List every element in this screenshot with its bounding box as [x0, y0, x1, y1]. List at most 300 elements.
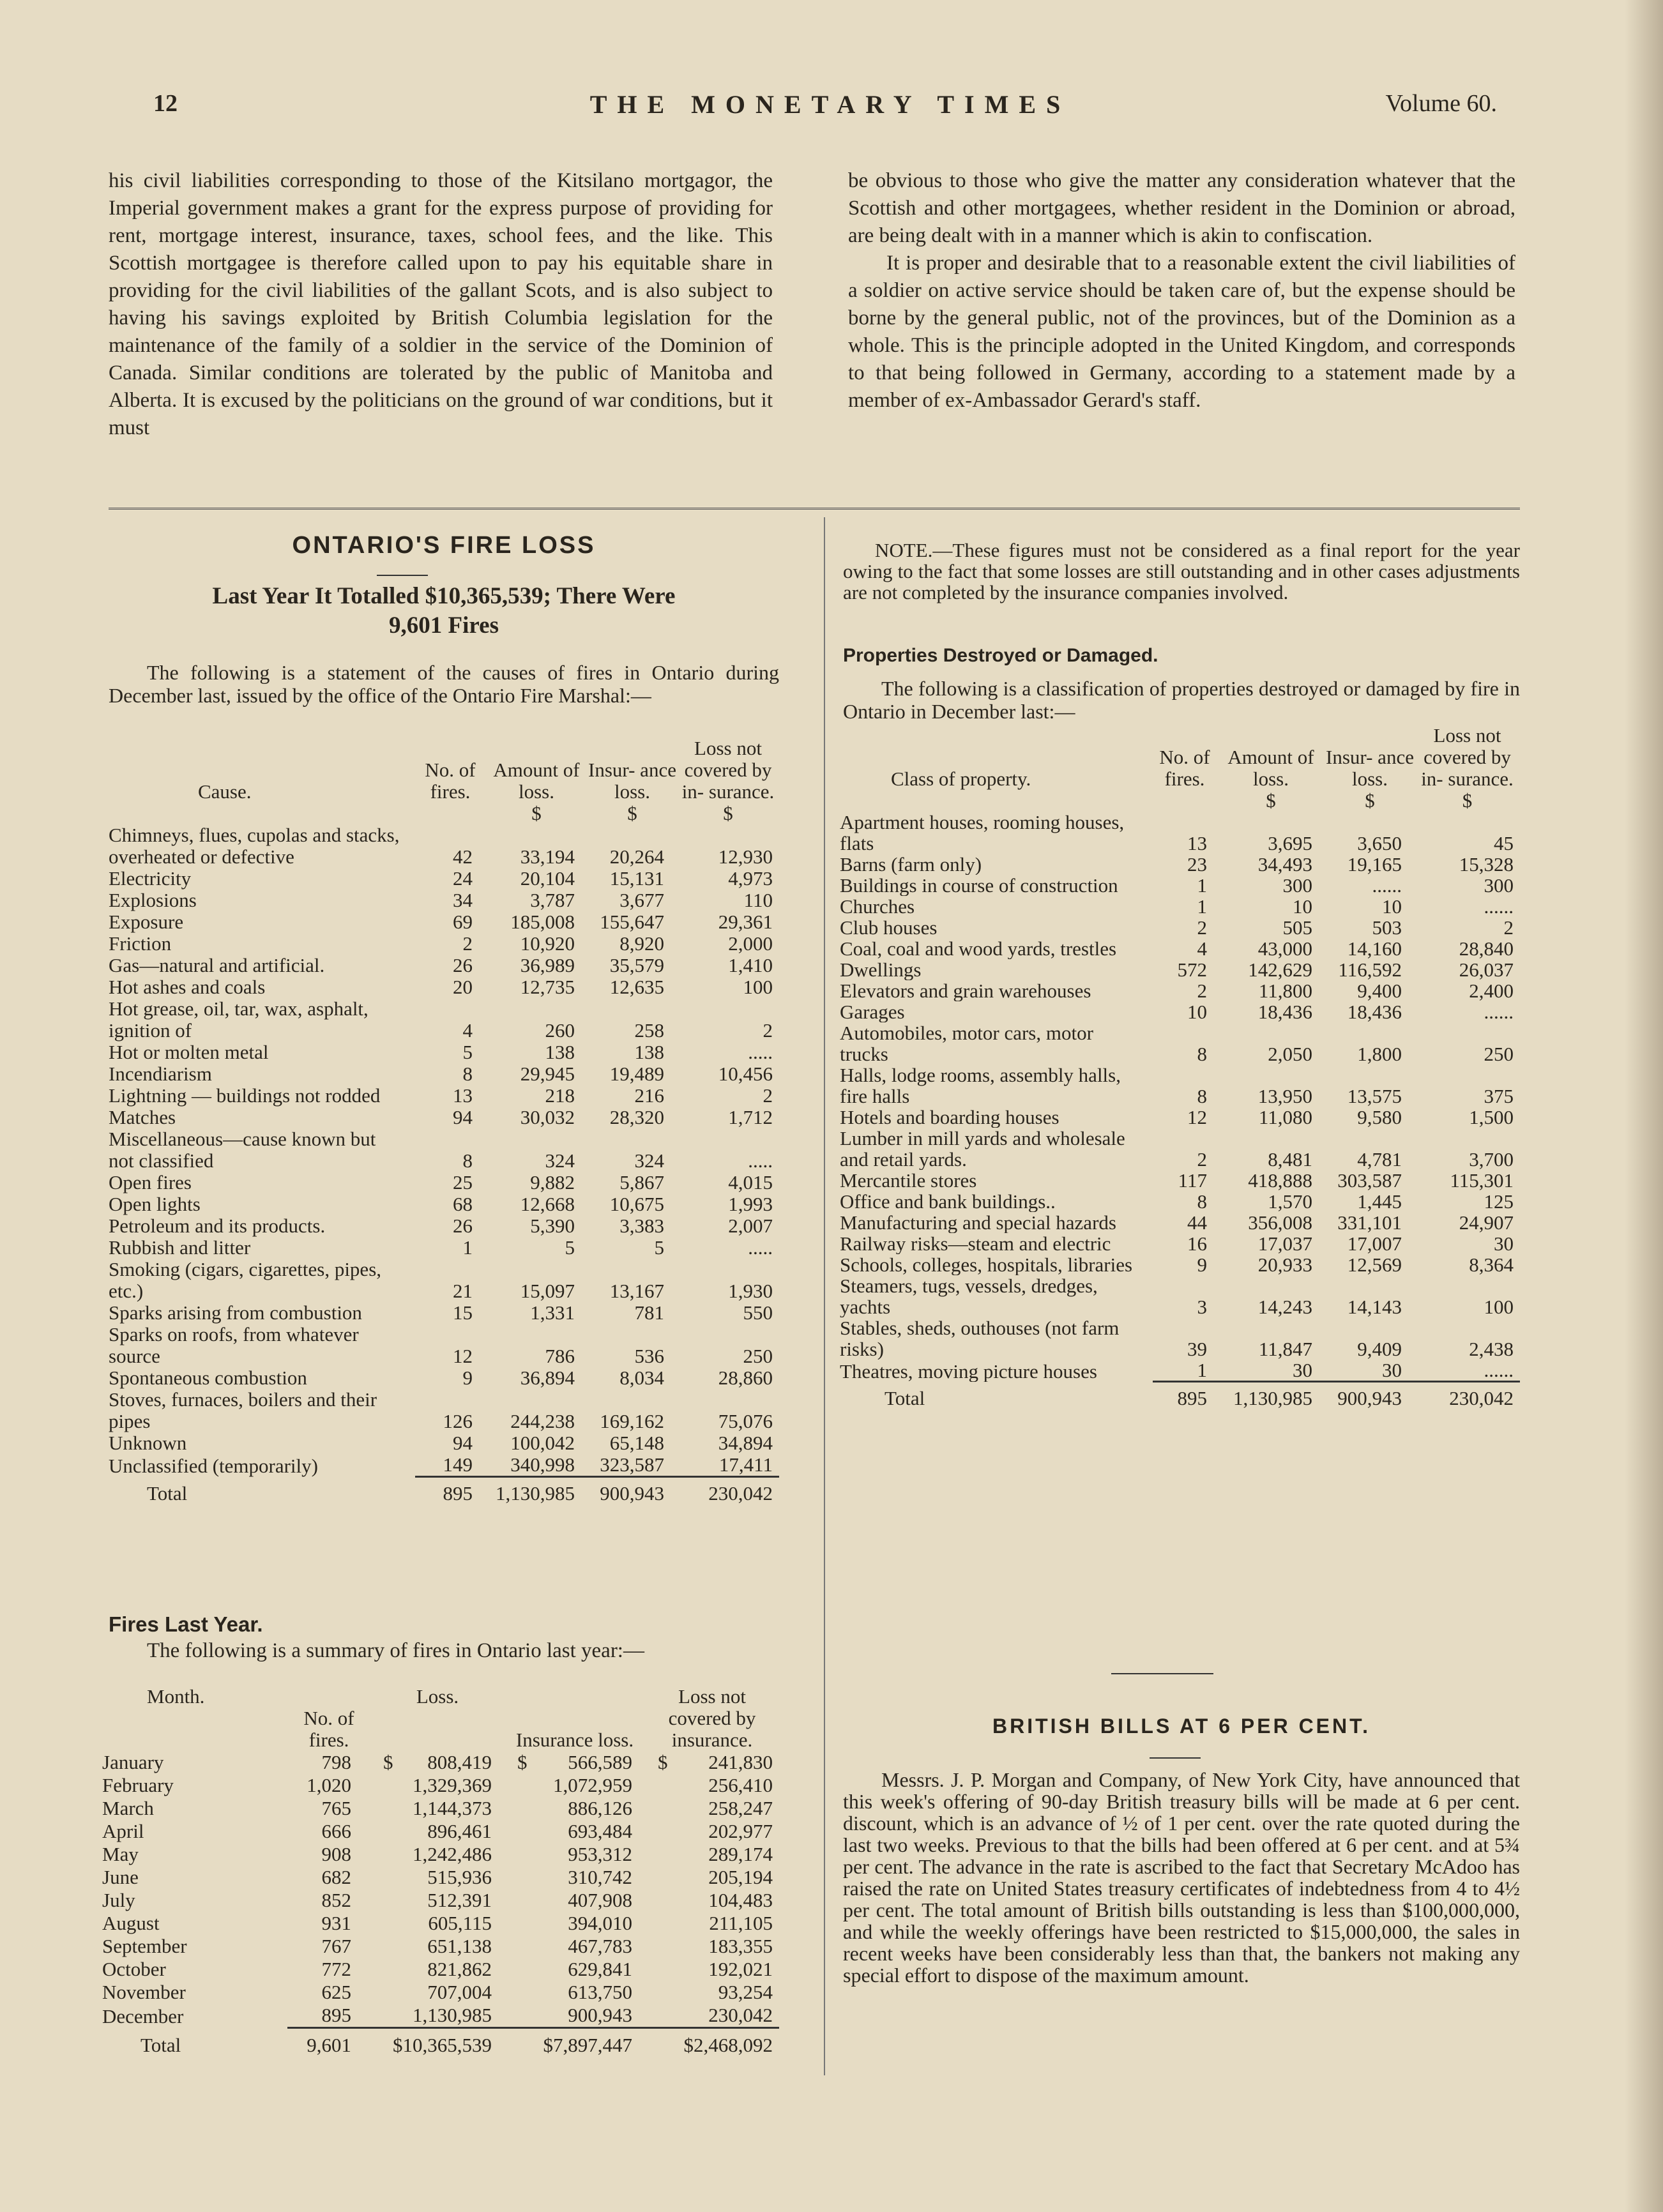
- value-text: 896,461: [427, 1820, 492, 1842]
- insurance-cell: 258: [634, 1019, 664, 1042]
- table-row: [102, 1843, 779, 1866]
- insurance-cell: 12,635: [609, 976, 664, 998]
- table-row: [109, 1389, 779, 1432]
- table-row: [840, 980, 1520, 1001]
- note-paragraph: NOTE.—These figures must not be considered as a final report for the year owing to the fact that some losses are still outstanding and in other cases adjustments are not completed by the insurance companies involved.: [843, 539, 1520, 603]
- insurance-cell: 781: [634, 1301, 664, 1324]
- table-row: [840, 1360, 1520, 1382]
- properties-table-body: [840, 812, 1520, 1409]
- cause-label: Hot or molten metal: [109, 1042, 269, 1063]
- value-text: 512,391: [427, 1889, 492, 1911]
- total-ins-cell: $7,897,447: [505, 2028, 645, 2057]
- fires-count-cell: 1: [1197, 874, 1207, 897]
- amount-cell: 138: [545, 1041, 575, 1063]
- table-row: [102, 2004, 779, 2028]
- insurance-cell: [505, 1935, 645, 1958]
- col-header-insurance: Insur- ance loss.: [588, 759, 676, 803]
- property-class-label: Railway risks—steam and electric: [840, 1233, 1111, 1254]
- amount-cell: 29,945: [520, 1063, 575, 1085]
- table-row: [102, 1912, 779, 1935]
- table-row: [102, 1935, 779, 1958]
- insurance-cell: 13,167: [609, 1280, 664, 1302]
- total-row: [840, 1382, 1520, 1409]
- property-class-label: Halls, lodge rooms, assembly halls, fire halls: [840, 1064, 1121, 1107]
- property-class-label: Office and bank buildings..: [840, 1191, 1056, 1212]
- causes-table: [109, 738, 779, 1504]
- amount-cell: 300: [1282, 874, 1312, 897]
- total-amount-cell: 1,130,985: [485, 1477, 588, 1505]
- insurance-cell: 503: [1372, 916, 1402, 939]
- col-header-no: No. of fires.: [303, 1707, 354, 1751]
- table-row: [840, 1191, 1520, 1212]
- insurance-cell: [505, 1774, 645, 1797]
- loss-cell: [370, 1958, 505, 1981]
- fires-count-cell: 666: [321, 1820, 351, 1842]
- dollar-sign: $: [1266, 789, 1276, 812]
- dollar-sign: $: [531, 802, 542, 824]
- value-text: 808,419: [427, 1751, 492, 1773]
- dollar-sign: $: [658, 1751, 668, 1773]
- table-row: [102, 1820, 779, 1843]
- amount-cell: 8,481: [1268, 1148, 1312, 1170]
- value-text: 1,144,373: [413, 1797, 492, 1819]
- not-covered-cell: [645, 1774, 779, 1797]
- insurance-cell: 14,160: [1347, 937, 1402, 960]
- total-nc-cell: $2,468,092: [645, 2028, 779, 2057]
- fires-count-cell: 625: [321, 1981, 351, 2003]
- amount-cell: 244,238: [510, 1410, 575, 1432]
- amount-cell: 11,080: [1258, 1106, 1312, 1128]
- fires-count-cell: 8: [462, 1063, 473, 1085]
- not-covered-cell: [645, 2004, 779, 2028]
- col-header-amount: Amount of loss.: [493, 759, 580, 803]
- total-nc-cell: 230,042: [677, 1477, 779, 1505]
- value-text: 1,329,369: [413, 1774, 492, 1796]
- fires-count-cell: 8: [1197, 1085, 1207, 1107]
- property-class-label: Mercantile stores: [840, 1170, 977, 1191]
- cause-label: Incendiarism: [109, 1063, 212, 1085]
- value-text: 394,010: [568, 1912, 632, 1934]
- not-covered-cell: 4,015: [728, 1171, 773, 1193]
- value-text: 886,126: [568, 1797, 632, 1819]
- fires-count-cell: 772: [321, 1958, 351, 1980]
- table-row: [109, 1432, 779, 1454]
- insurance-cell: ......: [1372, 874, 1402, 897]
- table-row: [102, 1981, 779, 2004]
- month-label: January: [102, 1751, 164, 1773]
- fires-count-cell: 9: [1197, 1254, 1207, 1276]
- loss-cell: [370, 1889, 505, 1912]
- fires-count-cell: 1: [1197, 895, 1207, 918]
- loss-cell: [370, 1774, 505, 1797]
- table-row: [109, 824, 779, 868]
- month-label: August: [102, 1912, 160, 1934]
- insurance-cell: [505, 1889, 645, 1912]
- amount-cell: 418,888: [1248, 1169, 1312, 1192]
- intro-right-column: [848, 167, 1515, 414]
- insurance-cell: [505, 1866, 645, 1889]
- dollar-sign: $: [1365, 789, 1375, 812]
- properties-intro: The following is a classification of properties destroyed or damaged by fire in Ontario in December last:—: [843, 677, 1520, 723]
- loss-cell: [370, 1797, 505, 1820]
- loss-cell: [370, 1866, 505, 1889]
- fires-count-cell: 682: [321, 1866, 351, 1888]
- property-class-label: Steamers, tugs, vessels, dredges, yachts: [840, 1275, 1098, 1317]
- amount-cell: 36,894: [520, 1367, 575, 1389]
- intro-left-text: his civil liabilities corresponding to those of the Kitsilano mortgagor, the Imperial government makes a grant for the express purpose of providing for rent, mortgage interest, insurance, taxes, school fees, and the like. This Scottish mortgagee is therefore called upon to pay his equitable share in providing for the civil liabilities of the gallant Scots, and is also subject to having his savings exploited by British Columbia legislation for the maintenance of the family of a soldier in the service of the Dominion of Canada. Similar conditions are tolerated by the public of Manitoba and Alberta. It is excused by the politicians on the ground of war conditions, but it must: [109, 169, 773, 439]
- amount-cell: 20,104: [520, 867, 575, 890]
- insurance-cell: 13,575: [1347, 1085, 1402, 1107]
- amount-cell: 10: [1293, 895, 1312, 918]
- fires-last-year-heading: Fires Last Year.: [109, 1612, 263, 1636]
- fires-count-cell: 9: [462, 1367, 473, 1389]
- insurance-cell: 323,587: [600, 1453, 664, 1476]
- insurance-cell: 14,143: [1347, 1296, 1402, 1318]
- loss-cell: [370, 1981, 505, 2004]
- property-class-label: Stables, sheds, outhouses (not farm risks): [840, 1317, 1120, 1360]
- col-header-cause: Cause.: [198, 780, 252, 803]
- not-covered-cell: 100: [743, 976, 773, 998]
- month-label: October: [102, 1958, 166, 1980]
- month-label: April: [102, 1820, 144, 1842]
- cause-label: Sparks on roofs, from whatever source: [109, 1324, 359, 1367]
- monthly-table-body: [102, 1751, 779, 2057]
- monthly-summary-table: [102, 1686, 779, 2057]
- not-covered-cell: [645, 1866, 779, 1889]
- amount-cell: 100,042: [510, 1432, 575, 1454]
- fires-count-cell: 34: [453, 889, 473, 911]
- insurance-cell: 155,647: [600, 911, 664, 933]
- not-covered-cell: 34,894: [718, 1432, 773, 1454]
- insurance-cell: 10,675: [609, 1193, 664, 1215]
- not-covered-cell: [645, 1751, 779, 1774]
- dollar-sign: $: [517, 1751, 528, 1773]
- value-text: 230,042: [708, 2004, 773, 2026]
- properties-heading: Properties Destroyed or Damaged.: [843, 645, 1158, 666]
- value-text: 211,105: [709, 1912, 773, 1934]
- table-row: [109, 1042, 779, 1063]
- fires-count-cell: 126: [443, 1410, 473, 1432]
- fires-count-cell: 895: [321, 2004, 351, 2026]
- value-text: 1,072,959: [553, 1774, 632, 1796]
- insurance-cell: [505, 1751, 645, 1774]
- insurance-cell: [505, 2004, 645, 2028]
- not-covered-cell: 17,411: [718, 1453, 773, 1476]
- value-text: 256,410: [708, 1774, 773, 1796]
- table-row: [840, 1170, 1520, 1191]
- not-covered-cell: .....: [748, 1149, 773, 1172]
- amount-cell: 30,032: [520, 1106, 575, 1128]
- not-covered-cell: .....: [748, 1041, 773, 1063]
- not-covered-cell: 250: [743, 1345, 773, 1367]
- table-row: [109, 955, 779, 976]
- dollar-sign: $: [723, 802, 733, 824]
- value-text: 310,742: [568, 1866, 632, 1888]
- dollar-sign: $: [383, 1751, 393, 1773]
- property-class-label: Manufacturing and special hazards: [840, 1212, 1116, 1233]
- month-label: September: [102, 1935, 187, 1957]
- not-covered-cell: 250: [1484, 1043, 1514, 1065]
- total-no-cell: 895: [1153, 1382, 1217, 1409]
- table-row: [840, 1254, 1520, 1275]
- insurance-cell: 3,677: [619, 889, 664, 911]
- total-label: Total: [885, 1387, 925, 1409]
- not-covered-cell: 8,364: [1469, 1254, 1514, 1276]
- fires-count-cell: 117: [1178, 1169, 1207, 1192]
- fires-count-cell: 69: [453, 911, 473, 933]
- not-covered-cell: [645, 1820, 779, 1843]
- value-text: 205,194: [708, 1866, 773, 1888]
- amount-cell: 1,570: [1268, 1190, 1312, 1213]
- property-class-label: Apartment houses, rooming houses, flats: [840, 812, 1125, 854]
- fires-count-cell: 12: [1187, 1106, 1207, 1128]
- not-covered-cell: 45: [1494, 832, 1514, 854]
- total-label: Total: [140, 2034, 181, 2056]
- amount-cell: 786: [545, 1345, 575, 1367]
- fires-count-cell: 94: [453, 1432, 473, 1454]
- insurance-cell: 20,264: [609, 845, 664, 868]
- not-covered-cell: [645, 1797, 779, 1820]
- amount-cell: 43,000: [1257, 937, 1312, 960]
- not-covered-cell: [645, 1935, 779, 1958]
- amount-cell: 17,037: [1257, 1232, 1312, 1255]
- not-covered-cell: 30: [1494, 1232, 1514, 1255]
- table-row: [840, 1317, 1520, 1360]
- not-covered-cell: 2,000: [728, 932, 773, 955]
- insurance-cell: 15,131: [609, 867, 664, 890]
- fire-loss-subtitle: Last Year It Totalled $10,365,539; There Were: [212, 583, 676, 609]
- property-class-label: Schools, colleges, hospitals, libraries: [840, 1254, 1133, 1275]
- insurance-cell: 5,867: [619, 1171, 664, 1193]
- page-edge-shadow: [1625, 0, 1663, 2212]
- property-class-label: Theatres, moving picture houses: [840, 1360, 1097, 1382]
- col-header-insurance: Insur- ance loss.: [1326, 746, 1414, 790]
- fires-count-cell: 2: [1197, 916, 1207, 939]
- month-label: November: [102, 1981, 186, 2003]
- amount-cell: 33,194: [520, 845, 575, 868]
- fires-count-cell: 572: [1177, 958, 1207, 981]
- not-covered-cell: .....: [748, 1236, 773, 1259]
- value-text: 605,115: [428, 1912, 492, 1934]
- not-covered-cell: 12,930: [718, 845, 773, 868]
- amount-cell: 12,668: [520, 1193, 575, 1215]
- intro-right-p1: be obvious to those who give the matter any consideration whatever that the Scottish and other mortgagees, whether resident in the Dominion or abroad, are being dealt with in a manner which is akin to confiscation.: [848, 169, 1515, 247]
- fires-count-cell: 23: [1187, 853, 1207, 875]
- not-covered-cell: 2: [763, 1084, 773, 1107]
- cause-label: Matches: [109, 1107, 176, 1128]
- amount-cell: 3,787: [530, 889, 575, 911]
- table-row: [109, 1367, 779, 1389]
- causes-table-body: [109, 824, 779, 1504]
- fires-count-cell: 39: [1187, 1338, 1207, 1360]
- table-row: [109, 1172, 779, 1193]
- not-covered-cell: 100: [1484, 1296, 1514, 1318]
- table-row: [840, 1233, 1520, 1254]
- fires-count-cell: 21: [453, 1280, 473, 1302]
- fires-count-cell: 765: [321, 1797, 351, 1819]
- property-class-label: Lumber in mill yards and wholesale and retail yards.: [840, 1128, 1125, 1170]
- property-class-label: Elevators and grain warehouses: [840, 980, 1091, 1001]
- cause-label: Electricity: [109, 868, 192, 890]
- insurance-cell: 9,409: [1357, 1338, 1402, 1360]
- insurance-cell: [505, 1843, 645, 1866]
- insurance-cell: 3,383: [619, 1215, 664, 1237]
- col-header-not-covered: Loss not covered by in- surance.: [1421, 724, 1514, 790]
- total-ins-cell: 900,943: [1325, 1382, 1415, 1409]
- amount-cell: 3,695: [1268, 832, 1312, 854]
- fires-count-cell: 2: [1197, 1148, 1207, 1170]
- col-header-not-covered: Loss not covered by in- surance.: [681, 737, 775, 803]
- not-covered-cell: [645, 1843, 779, 1866]
- not-covered-cell: [645, 1981, 779, 2004]
- value-text: 1,130,985: [413, 2004, 492, 2026]
- total-no-cell: 895: [415, 1477, 485, 1505]
- fires-count-cell: 8: [462, 1149, 473, 1172]
- insurance-cell: 65,148: [609, 1432, 664, 1454]
- loss-cell: [370, 2004, 505, 2028]
- insurance-cell: 19,489: [609, 1063, 664, 1085]
- not-covered-cell: ......: [1484, 895, 1514, 918]
- running-title: THE MONETARY TIMES: [589, 90, 1071, 119]
- not-covered-cell: 375: [1484, 1085, 1514, 1107]
- insurance-cell: [505, 1981, 645, 2004]
- fires-count-cell: 20: [453, 976, 473, 998]
- fires-last-year-intro: The following is a summary of fires in Ontario last year:—: [147, 1639, 644, 1662]
- amount-cell: 5,390: [530, 1215, 575, 1237]
- value-text: 821,862: [427, 1958, 492, 1980]
- not-covered-cell: 115,301: [1450, 1169, 1514, 1192]
- not-covered-cell: 1,410: [728, 954, 773, 976]
- not-covered-cell: 300: [1484, 874, 1514, 897]
- col-header-not-covered: Loss not covered by insurance.: [668, 1685, 756, 1751]
- cause-label: Unclassified (temporarily): [109, 1454, 318, 1477]
- table-row: [109, 1063, 779, 1085]
- insurance-cell: 4,781: [1357, 1148, 1402, 1170]
- not-covered-cell: [645, 1912, 779, 1935]
- table-row: [109, 1193, 779, 1215]
- fires-count-cell: 767: [321, 1935, 351, 1957]
- amount-cell: 13,950: [1257, 1085, 1312, 1107]
- month-label: June: [102, 1866, 139, 1888]
- insurance-cell: 1,445: [1357, 1190, 1402, 1213]
- insurance-cell: 9,400: [1357, 980, 1402, 1002]
- cause-label: Open fires: [109, 1172, 192, 1193]
- british-bills-heading: [843, 1715, 1520, 1738]
- table-row: [109, 933, 779, 955]
- fires-count-cell: 2: [462, 932, 473, 955]
- insurance-cell: [505, 1797, 645, 1820]
- fires-count-cell: 25: [453, 1171, 473, 1193]
- not-covered-cell: 2,400: [1469, 980, 1514, 1002]
- amount-cell: 218: [545, 1084, 575, 1107]
- fires-count-cell: 798: [321, 1751, 351, 1773]
- property-class-label: Garages: [840, 1001, 905, 1022]
- fires-count-cell: 24: [453, 867, 473, 890]
- volume-label: Volume 60.: [1385, 90, 1497, 117]
- table-row: [109, 976, 779, 998]
- col-header-amount: Amount of loss.: [1227, 746, 1314, 790]
- insurance-cell: 116,592: [1338, 958, 1402, 981]
- table-row: [109, 1259, 779, 1302]
- property-class-label: Club houses: [840, 917, 938, 938]
- value-text: 707,004: [427, 1981, 492, 2003]
- table-row: [840, 1001, 1520, 1022]
- not-covered-cell: [645, 1958, 779, 1981]
- cause-label: Smoking (cigars, cigarettes, pipes, etc.): [109, 1259, 382, 1302]
- table-row: [109, 1215, 779, 1237]
- table-row: [840, 1128, 1520, 1170]
- table-row: [102, 1797, 779, 1820]
- insurance-cell: 35,579: [609, 954, 664, 976]
- table-row: [109, 868, 779, 890]
- amount-cell: 18,436: [1257, 1001, 1312, 1023]
- table-row: [840, 1275, 1520, 1317]
- table-row: [840, 1022, 1520, 1064]
- heading-rule: [1150, 1757, 1201, 1759]
- table-row: [109, 890, 779, 911]
- value-text: 183,355: [708, 1935, 773, 1957]
- amount-cell: 324: [545, 1149, 575, 1172]
- value-text: 1,242,486: [413, 1843, 492, 1865]
- insurance-cell: 9,580: [1357, 1106, 1402, 1128]
- value-text: 900,943: [568, 2004, 632, 2026]
- amount-cell: 11,800: [1258, 980, 1312, 1002]
- col-header-month: Month.: [147, 1685, 205, 1708]
- insurance-cell: 10: [1382, 895, 1402, 918]
- fires-count-cell: 5: [462, 1041, 473, 1063]
- cause-label: Rubbish and litter: [109, 1237, 251, 1259]
- amount-cell: 5: [565, 1236, 575, 1259]
- loss-cell: [370, 1912, 505, 1935]
- insurance-cell: 324: [634, 1149, 664, 1172]
- value-text: 467,783: [568, 1935, 632, 1957]
- table-row: [840, 812, 1520, 854]
- cause-label: Explosions: [109, 890, 197, 911]
- month-label: May: [102, 1843, 139, 1865]
- fires-count-cell: 1: [462, 1236, 473, 1259]
- value-text: 953,312: [568, 1843, 632, 1865]
- total-loss-cell: $10,365,539: [370, 2028, 505, 2057]
- not-covered-cell: 75,076: [718, 1410, 773, 1432]
- not-covered-cell: 1,500: [1469, 1106, 1514, 1128]
- table-row: [840, 1212, 1520, 1233]
- month-label: December: [102, 2004, 184, 2027]
- table-row: [109, 1454, 779, 1477]
- property-class-label: Automobiles, motor cars, motor trucks: [840, 1022, 1093, 1064]
- table-row: [109, 998, 779, 1042]
- amount-cell: 260: [545, 1019, 575, 1042]
- month-label: February: [102, 1774, 174, 1796]
- column-divider: [824, 517, 825, 2075]
- insurance-cell: 17,007: [1347, 1232, 1402, 1255]
- insurance-cell: 19,165: [1347, 853, 1402, 875]
- cause-label: Unknown: [109, 1432, 187, 1454]
- fires-count-cell: 908: [321, 1843, 351, 1865]
- table-row: [102, 1774, 779, 1797]
- cause-label: Gas—natural and artificial.: [109, 955, 325, 976]
- not-covered-cell: 550: [743, 1301, 773, 1324]
- fires-count-cell: 1,020: [307, 1774, 351, 1796]
- amount-cell: 9,882: [530, 1171, 575, 1193]
- value-text: 629,841: [568, 1958, 632, 1980]
- property-class-label: Dwellings: [840, 959, 922, 980]
- insurance-cell: [505, 1820, 645, 1843]
- not-covered-cell: 10,456: [718, 1063, 773, 1085]
- not-covered-cell: ......: [1484, 1001, 1514, 1023]
- fires-count-cell: 852: [321, 1889, 351, 1911]
- not-covered-cell: 28,840: [1459, 937, 1514, 960]
- fires-count-cell: 94: [453, 1106, 473, 1128]
